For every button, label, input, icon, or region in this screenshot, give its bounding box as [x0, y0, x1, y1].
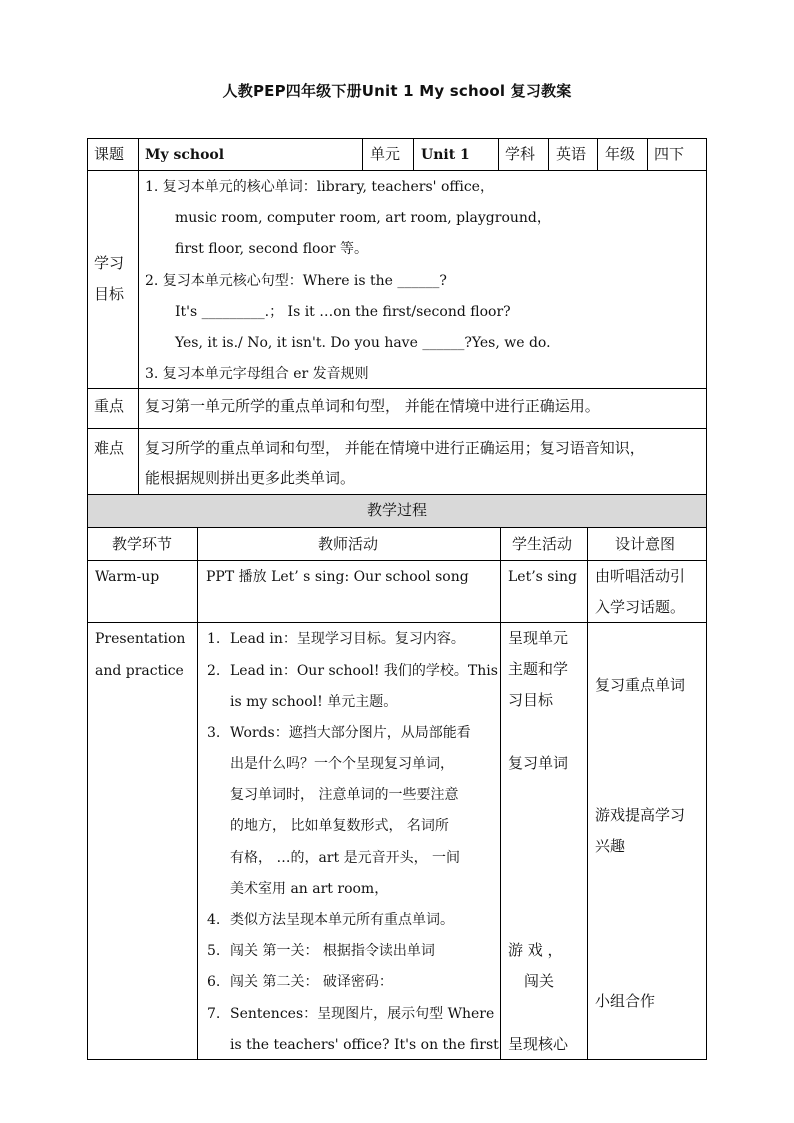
topic-value: My school [145, 147, 225, 163]
presentation-stage: and practice [95, 663, 184, 679]
difficulties-label: 难点 [94, 439, 125, 457]
teacher-line: 复习单词时， 注意单词的一些要注意 [230, 787, 459, 803]
unit-value: Unit 1 [421, 147, 470, 163]
teacher-line: 闯关 第二关： 破译密码： [230, 974, 393, 990]
warmup-stage: Warm-up [95, 569, 160, 585]
purpose-line: 复习重点单词 [595, 676, 686, 694]
goals-divider [138, 170, 139, 389]
header-divider [498, 138, 499, 171]
teacher-line: Sentences：呈现图片，展示句型 Where [230, 1006, 495, 1022]
column-header-stage: 教学环节 [112, 535, 173, 553]
teacher-line: is the teachers' office? It's on the first [230, 1037, 499, 1053]
teacher-line: Lead in：呈现学习目标。复习内容。 [230, 631, 465, 647]
goals-label-line1: 学习 [94, 254, 125, 272]
teacher-item-number: 3. [207, 725, 221, 741]
header-divider [362, 138, 363, 171]
header-divider [647, 138, 648, 171]
goal-line: Yes, it is./ No, it isn't. Do you have ______?Yes, we do. [175, 335, 551, 351]
teacher-item-number: 2. [207, 663, 221, 679]
difficulties-divider [138, 428, 139, 495]
document-title: 人教PEP四年级下册Unit 1 My school 复习教案 [222, 82, 572, 100]
unit-label: 单元 [370, 145, 401, 163]
teacher-item-number: 4. [207, 912, 221, 928]
topic-label: 课题 [94, 145, 125, 163]
goal-line: 3. 复习本单元字母组合 er 发音规则 [145, 366, 369, 382]
student-line: 呈现核心 [508, 1035, 569, 1053]
student-line: 呈现单元 [508, 629, 569, 647]
goals-label-line2: 目标 [94, 285, 125, 303]
header-divider [138, 138, 139, 171]
teacher-line: 类似方法呈现本单元所有重点单词。 [230, 912, 454, 928]
column-header-student: 学生活动 [512, 535, 573, 553]
teacher-line: Lead in：Our school! 我们的学校。This [230, 663, 498, 679]
teacher-line: 美术室用 an art room， [230, 881, 389, 897]
presentation-stage: Presentation [95, 631, 186, 647]
header-divider [597, 138, 598, 171]
header-divider [548, 138, 549, 171]
purpose-line: 小组合作 [595, 992, 656, 1010]
teacher-line: 的地方， 比如单复数形式， 名词所 [230, 818, 449, 834]
goal-line: music room, computer room, art room, playground， [175, 210, 551, 226]
teacher-item-number: 7. [207, 1006, 221, 1022]
difficulties-line: 复习所学的重点单词和句型， 并能在情境中进行正确运用；复习语音知识， [145, 439, 645, 457]
student-line: 主题和学 [508, 660, 569, 678]
student-line: 游 戏 ， [508, 941, 563, 959]
student-line: 闯关 [524, 972, 555, 990]
purpose-line: 游戏提高学习 [595, 806, 686, 824]
teacher-item-number: 6. [207, 974, 221, 990]
key-points-text: 复习第一单元所学的重点单词和句型， 并能在情境中进行正确运用。 [145, 397, 600, 415]
teacher-item-number: 5. [207, 943, 221, 959]
student-line: 习目标 [508, 691, 554, 709]
goal-line: 2. 复习本单元核心句型：Where is the ______? [145, 273, 447, 289]
process-header-row [87, 527, 707, 561]
key-points-label: 重点 [94, 397, 125, 415]
subject-label: 学科 [505, 145, 536, 163]
warmup-purpose: 入学习话题。 [595, 598, 686, 616]
teacher-line: is my school! 单元主题。 [230, 694, 398, 710]
column-header-purpose: 设计意图 [615, 535, 676, 553]
grade-value: 四下 [654, 145, 685, 163]
difficulties-line: 能根据规则拼出更多此类单词。 [145, 469, 356, 487]
key-points-divider [138, 388, 139, 429]
teacher-line: Words：遮挡大部分图片，从局部能看 [230, 725, 471, 741]
subject-value: 英语 [556, 145, 587, 163]
header-divider [413, 138, 414, 171]
goal-line: It's _________.； Is it …on the first/second floor? [175, 304, 511, 320]
teacher-item-number: 1. [207, 631, 221, 647]
teacher-line: 闯关 第一关： 根据指令读出单词 [230, 943, 435, 959]
teacher-line: 出是什么吗？一个个呈现复习单词， [230, 756, 454, 772]
student-line: 复习单词 [508, 754, 569, 772]
warmup-student: Let’s sing [508, 569, 577, 585]
process-title: 教学过程 [367, 501, 428, 519]
teacher-line: 有格， …的，art 是元音开头， 一间 [230, 850, 461, 866]
purpose-line: 兴趣 [595, 837, 626, 855]
warmup-purpose: 由听唱活动引 [595, 567, 686, 585]
warmup-teacher: PPT 播放 Let’ s sing: Our school song [206, 569, 469, 585]
grade-label: 年级 [605, 145, 636, 163]
goal-line: first floor, second floor 等。 [175, 241, 369, 257]
column-header-teacher: 教师活动 [318, 535, 379, 553]
goal-line: 1. 复习本单元的核心单词：library, teachers' office， [145, 179, 494, 195]
